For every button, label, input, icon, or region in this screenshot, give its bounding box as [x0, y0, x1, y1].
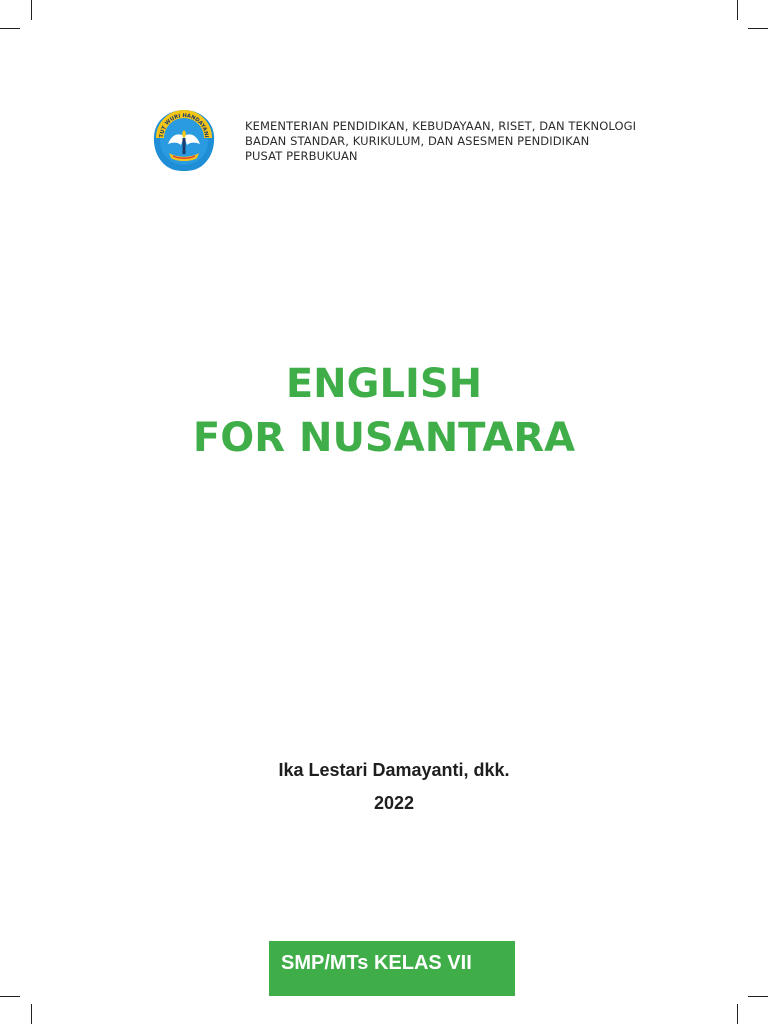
ministry-line-1: KEMENTERIAN PENDIDIKAN, KEBUDAYAAN, RISET, DAN TEKNOLOGI: [245, 119, 637, 133]
grade-level-badge: [269, 941, 515, 996]
ministry-line-2: BADAN STANDAR, KURIKULUM, DAN ASESMEN PENDIDIKAN: [245, 134, 590, 148]
crop-mark-top-left-horizontal: [0, 28, 20, 29]
tut-wuri-handayani-emblem-icon: [151, 108, 217, 174]
publication-year: 2022: [373, 793, 415, 813]
crop-mark-top-left-vertical: [31, 0, 32, 20]
book-title-line-1: ENGLISH: [285, 361, 483, 407]
ministry-line-3: PUSAT PERBUKUAN: [245, 149, 358, 163]
crop-mark-bottom-left-horizontal: [0, 996, 20, 997]
ministry-header: [245, 119, 645, 164]
book-title-line-2: FOR NUSANTARA: [192, 415, 576, 461]
crop-mark-bottom-right-horizontal: [748, 996, 768, 997]
book-title: [0, 357, 768, 465]
crop-mark-top-right-horizontal: [748, 28, 768, 29]
book-author: Ika Lestari Damayanti, dkk.: [278, 760, 510, 780]
crop-mark-bottom-right-vertical: [737, 1004, 738, 1024]
emblem-motto-text: TUT WURI HANDAYANI: [158, 112, 210, 138]
crop-mark-bottom-left-vertical: [31, 1004, 32, 1024]
grade-level-label: SMP/MTs KELAS VII: [281, 952, 472, 974]
crop-mark-top-right-vertical: [737, 0, 738, 20]
